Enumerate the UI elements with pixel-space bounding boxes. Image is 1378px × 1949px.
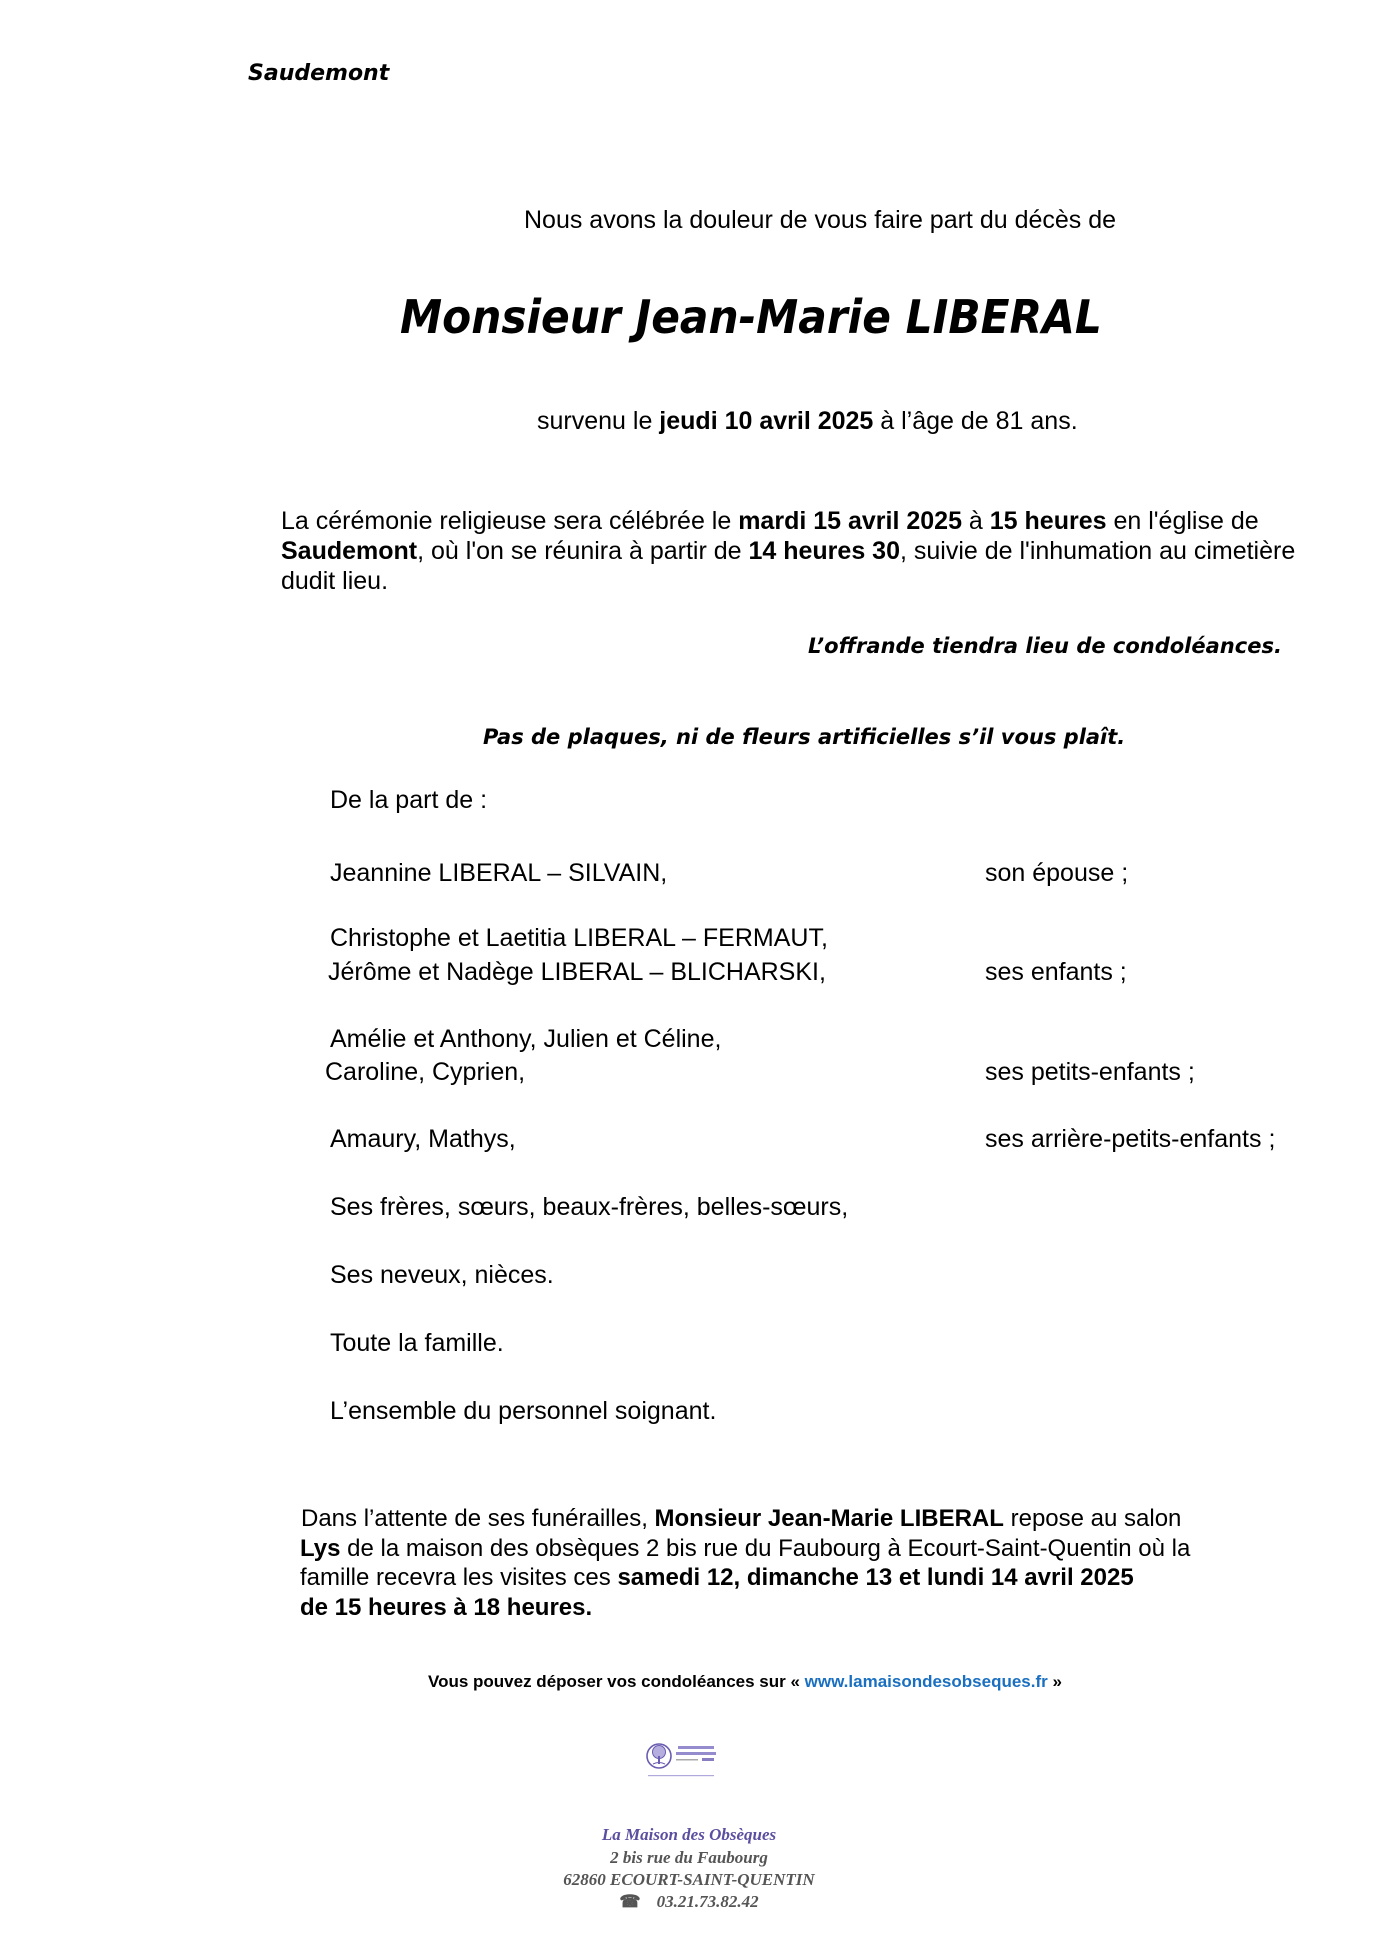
family-other: Ses neveux, nièces. (330, 1261, 554, 1289)
footer-company: La Maison des Obsèques (601, 1825, 777, 1844)
condolences-text: » (1047, 1672, 1062, 1691)
logo-tagline (648, 1775, 714, 1776)
condolences-line (428, 1673, 1062, 1690)
death-suffix: à l’âge de 81 ans. (873, 407, 1078, 435)
telephone-icon: ☎ (619, 1892, 641, 1911)
family-other: L’ensemble du personnel soignant. (330, 1397, 717, 1425)
visitation-text: de la maison des obsèques 2 bis rue du Faubourg à Ecourt-Saint-Quentin où la (340, 1535, 1191, 1562)
family-relation: ses enfants ; (985, 958, 1127, 986)
header-location: Saudemont (248, 61, 390, 86)
family-other: Ses frères, sœurs, beaux-frères, belles-sœurs, (330, 1193, 849, 1221)
phone-number[interactable]: 03.21.73.82.42 (656, 1892, 759, 1911)
offering-note: L’offrande tiendra lieu de condoléances. (808, 634, 1282, 658)
visitation-dates: samedi 12, dimanche 13 et lundi 14 avril 2025 (617, 1564, 1134, 1591)
tree-logo-icon (647, 1744, 671, 1768)
family-relation: son épouse ; (985, 859, 1129, 887)
visitation-text: Dans l’attente de ses funérailles, (301, 1505, 655, 1532)
ceremony-text: en l'église de (1106, 507, 1259, 535)
logo-vyv-mark (702, 1758, 714, 1761)
family-name: Amaury, Mathys, (330, 1125, 516, 1153)
visitation-line-1 (301, 1507, 1181, 1531)
death-date: jeudi 10 avril 2025 (659, 407, 874, 435)
death-info (537, 409, 1078, 434)
footer-phone (0, 1893, 1378, 1910)
family-intro: De la part de : (330, 786, 488, 814)
family-name: Caroline, Cyprien, (325, 1058, 526, 1086)
gathering-time: 14 heures 30 (748, 537, 900, 565)
family-name: Christophe et Laetitia LIBERAL – FERMAUT, (330, 924, 828, 952)
family-relation: ses arrière-petits-enfants ; (985, 1125, 1276, 1153)
deceased-name-title (400, 290, 1163, 344)
condolences-text: Vous pouvez déposer vos condoléances sur « (428, 1672, 805, 1691)
visitation-line-3 (300, 1566, 1134, 1590)
deceased-name: Monsieur Jean-Marie LIBERAL (400, 290, 1102, 344)
death-prefix: survenu le (537, 407, 660, 435)
family-name: Amélie et Anthony, Julien et Céline, (330, 1025, 722, 1053)
family-name: Jeannine LIBERAL – SILVAIN, (330, 859, 668, 887)
salon-name: Lys (300, 1535, 341, 1562)
visitation-text: famille recevra les visites ces (300, 1564, 618, 1591)
family-name: Jérôme et Nadège LIBERAL – BLICHARSKI, (328, 958, 826, 986)
visitation-name: Monsieur Jean-Marie LIBERAL (654, 1505, 1004, 1532)
ceremony-line-3: dudit lieu. (281, 567, 389, 595)
footer-city: 62860 ECOURT-SAINT-QUENTIN (563, 1870, 815, 1889)
logo-wordmark-line-2 (676, 1752, 716, 1755)
footer-street: 2 bis rue du Faubourg (610, 1848, 768, 1867)
logo-wordmark-line-1 (678, 1746, 714, 1749)
visitation-text: repose au salon (1003, 1505, 1182, 1532)
intro-text: Nous avons la douleur de vous faire part du décès de (524, 206, 1117, 234)
ceremony-text: La cérémonie religieuse sera célébrée le (281, 507, 739, 535)
ceremony-text: , où l'on se réunira à partir de (417, 537, 749, 565)
no-plaques-note: Pas de plaques, ni de fleurs artificielles s’il vous plaît. (483, 725, 1126, 749)
visitation-line-2 (300, 1537, 1190, 1561)
ceremony-line-2 (281, 539, 1295, 564)
logo-group-label (676, 1759, 698, 1761)
ceremony-line-1 (281, 509, 1259, 534)
ceremony-text: à (961, 507, 990, 535)
ceremony-date: mardi 15 avril 2025 (738, 507, 962, 535)
ceremony-time: 15 heures (989, 507, 1107, 535)
family-relation: ses petits-enfants ; (985, 1058, 1195, 1086)
ceremony-place: Saudemont (281, 537, 418, 565)
company-logo (646, 1742, 742, 1784)
visitation-hours: de 15 heures à 18 heures. (300, 1594, 593, 1621)
family-other: Toute la famille. (330, 1329, 504, 1357)
condolences-link[interactable]: www.lamaisondesobseques.fr (804, 1672, 1048, 1691)
ceremony-text: , suivie de l'inhumation au cimetière (899, 537, 1296, 565)
